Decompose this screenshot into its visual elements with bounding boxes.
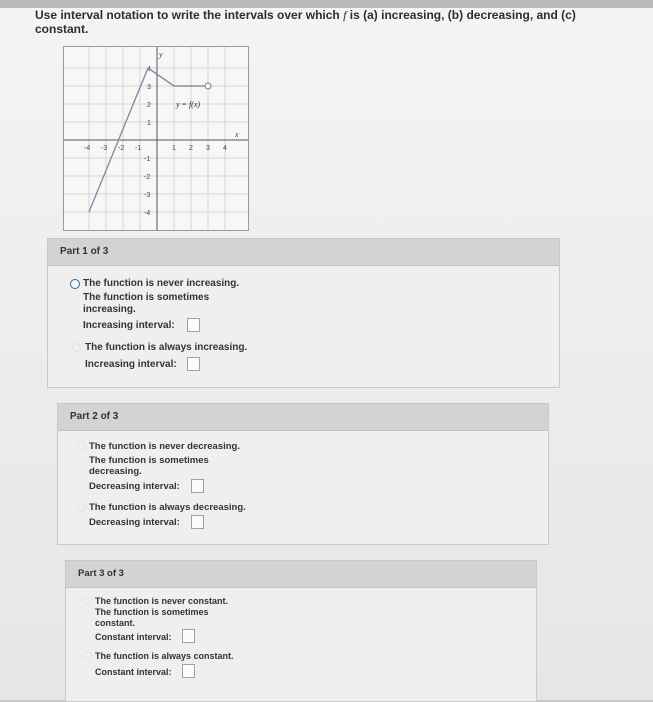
curve-segment-falling [148,68,174,86]
y-tick: 3 [147,84,151,91]
option-always-increasing[interactable]: The function is always increasing. [85,342,248,353]
constant-interval-input[interactable] [182,629,195,643]
y-tick: -1 [144,156,151,163]
x-tick: 3 [206,145,210,152]
radio-always-decreasing[interactable] [77,503,86,512]
radio-never-decreasing[interactable] [77,442,86,451]
option-sometimes-increasing[interactable] [83,292,209,316]
open-endpoint [205,83,211,89]
option-line: The function is sometimes [83,292,210,303]
option-never-constant[interactable]: The function is never constant. [95,596,229,606]
part-3-header: Part 3 of 3 [66,561,536,588]
option-never-increasing[interactable]: The function is never increasing. [83,278,240,289]
function-symbol: f [343,8,347,22]
x-tick-labels [84,145,227,152]
y-axis-label: y [159,50,163,59]
option-always-constant[interactable]: The function is always constant. [95,651,234,661]
x-axis-label: x [235,130,239,139]
option-line: The function is sometimes [95,607,209,617]
top-edge [0,0,653,8]
constant-interval-label-2: Constant interval: [95,667,172,677]
increasing-interval-label-2: Increasing interval: [85,359,177,370]
radio-never-increasing[interactable] [70,279,80,289]
question-text [35,8,635,36]
function-graph [63,46,249,231]
y-tick: -4 [144,210,151,217]
increasing-interval-input-2[interactable] [187,357,200,371]
option-sometimes-decreasing[interactable] [89,455,209,477]
option-line: constant. [95,618,136,628]
x-tick: -3 [101,145,108,152]
increasing-interval-input[interactable] [187,318,200,332]
y-tick: 4 [147,66,151,73]
increasing-interval-label: Increasing interval: [83,320,175,331]
radio-always-constant[interactable] [83,651,92,660]
function-label: y = f(x) [176,100,201,109]
constant-interval-input-2[interactable] [182,664,195,678]
graph-svg [64,47,248,230]
question-rest: is (a) increasing, (b) decreasing, and (c) [349,8,576,22]
option-line: decreasing. [89,466,142,477]
x-tick: 2 [189,145,193,152]
option-never-decreasing[interactable]: The function is never decreasing. [89,441,240,452]
constant-interval-label: Constant interval: [95,632,172,642]
decreasing-interval-input[interactable] [191,479,204,493]
y-tick: 2 [147,102,151,109]
x-tick: -2 [118,145,125,152]
option-always-decreasing[interactable]: The function is always decreasing. [89,502,246,513]
part-1-header: Part 1 of 3 [48,239,559,266]
option-sometimes-constant[interactable] [95,607,209,629]
part-2-header: Part 2 of 3 [58,404,548,431]
option-line: The function is sometimes [89,455,209,466]
y-tick: 1 [147,120,151,127]
x-tick: 4 [223,145,227,152]
y-tick: -3 [144,192,151,199]
radio-never-constant[interactable] [83,596,92,605]
option-line: increasing. [83,304,136,315]
decreasing-interval-label: Decreasing interval: [89,481,180,492]
radio-always-increasing[interactable] [72,343,81,352]
decreasing-interval-label-2: Decreasing interval: [89,517,180,528]
question-line2: constant. [35,22,89,36]
x-tick: -4 [84,145,91,152]
decreasing-interval-input-2[interactable] [191,515,204,529]
y-tick-labels [144,66,151,217]
grid-lines [64,47,248,230]
x-tick: -1 [135,145,142,152]
y-tick: -2 [144,174,151,181]
x-tick: 1 [172,145,176,152]
question-prefix: Use interval notation to write the intervals over which [35,8,340,22]
